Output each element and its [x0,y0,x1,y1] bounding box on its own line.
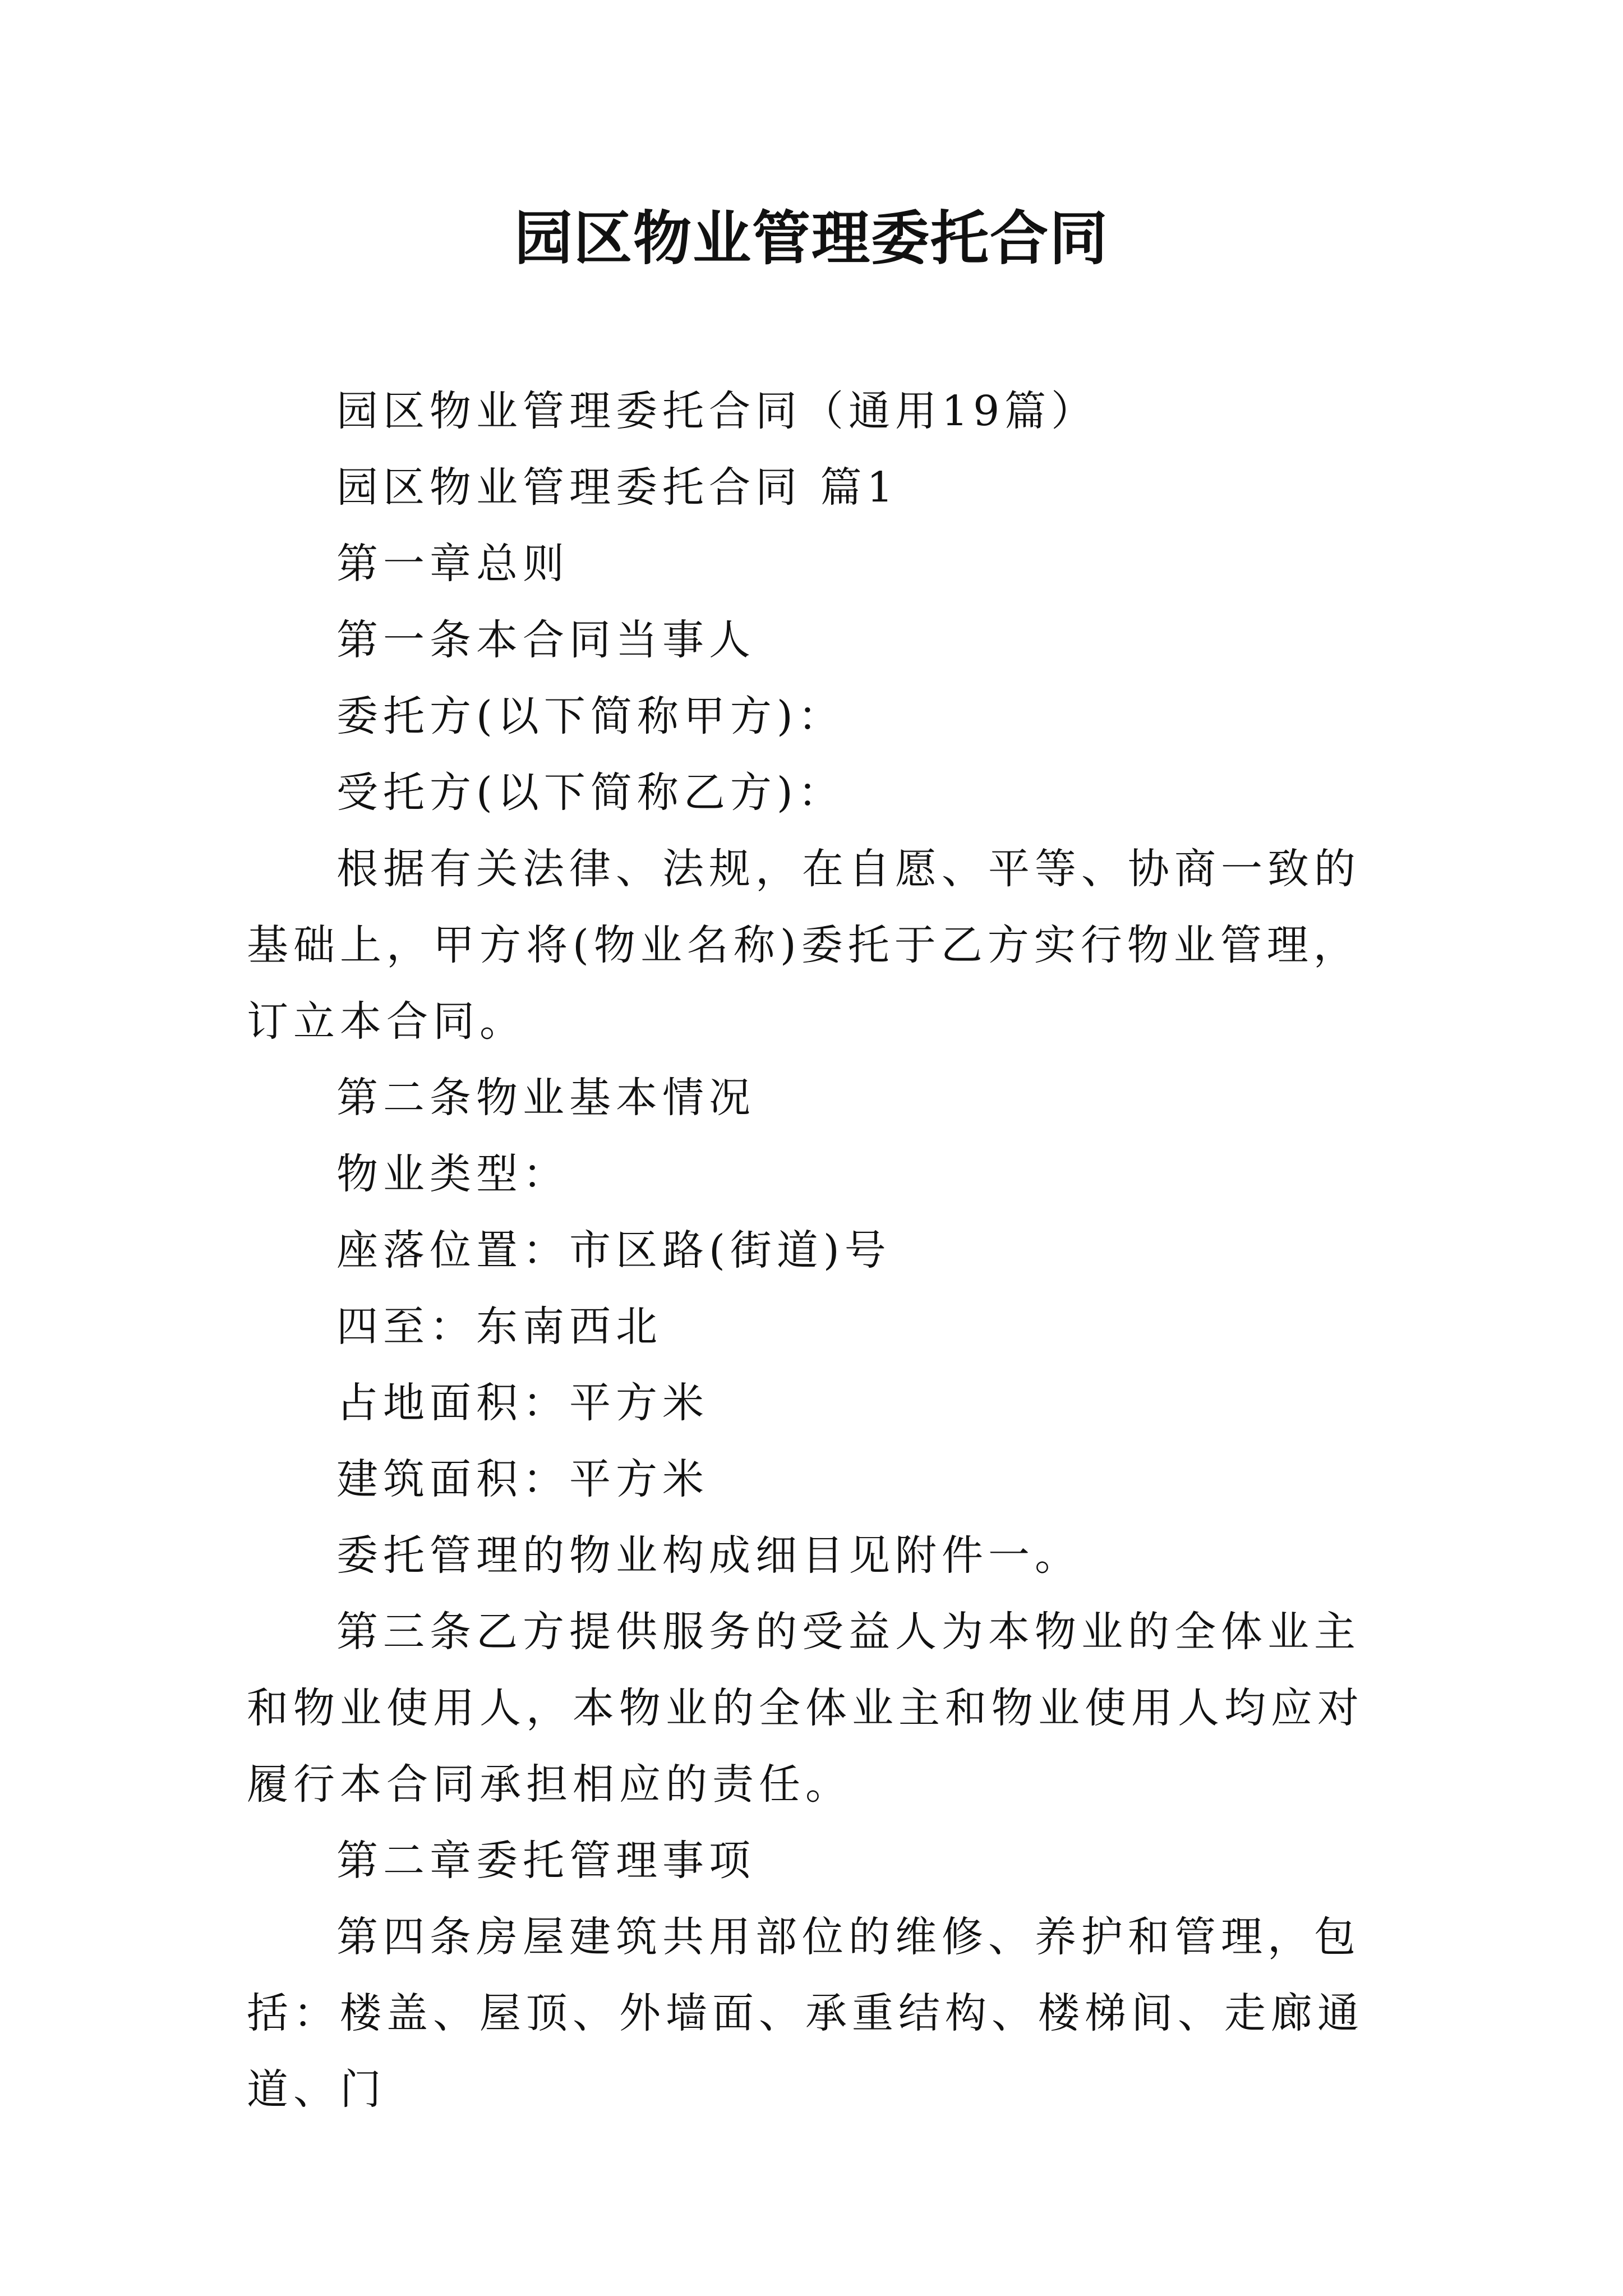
paragraph-location: 座落位置：市区路(街道)号 [336,1226,891,1274]
paragraph-chapter-2: 第二章委托管理事项 [336,1837,755,1885]
paragraph-party-b: 受托方(以下简称乙方)： [336,769,845,817]
paragraph-basis: 根据有关法律、法规，在自愿、平等、协商一致的基础上，甲方将(物业名称)委托于乙方实行物业管理，订立本合同。 [247,845,1361,1046]
paragraph-boundaries: 四至：东南西北 [336,1303,662,1351]
paragraph-building-area: 建筑面积：平方米 [336,1455,709,1503]
document-body [247,373,1391,2128]
paragraph-article-3: 第三条乙方提供服务的受益人为本物业的全体业主和物业使用人，本物业的全体业主和物业使用人均应对履行本合同承担相应的责任。 [247,1608,1364,1809]
paragraph-land-area: 占地面积：平方米 [336,1379,709,1427]
paragraph-article-4: 第四条房屋建筑共用部位的维修、养护和管理，包括：楼盖、屋顶、外墙面、承重结构、楼梯间、走廊通道、门 [247,1913,1364,2114]
paragraph-chapter-1: 第一章总则 [336,540,569,588]
document-title: 园区物业管理委托合同 [514,204,1109,273]
paragraph-article-2: 第二条物业基本情况 [336,1074,755,1122]
paragraph-subtitle: 园区物业管理委托合同（通用19篇） [336,387,1098,435]
paragraph-article-1: 第一条本合同当事人 [336,616,755,664]
paragraph-part-heading: 园区物业管理委托合同 篇1 [336,463,898,512]
paragraph-appendix-note: 委托管理的物业构成细目见附件一。 [336,1531,1081,1580]
paragraph-party-a: 委托方(以下简称甲方)： [336,692,845,740]
paragraph-property-type: 物业类型： [336,1150,569,1198]
